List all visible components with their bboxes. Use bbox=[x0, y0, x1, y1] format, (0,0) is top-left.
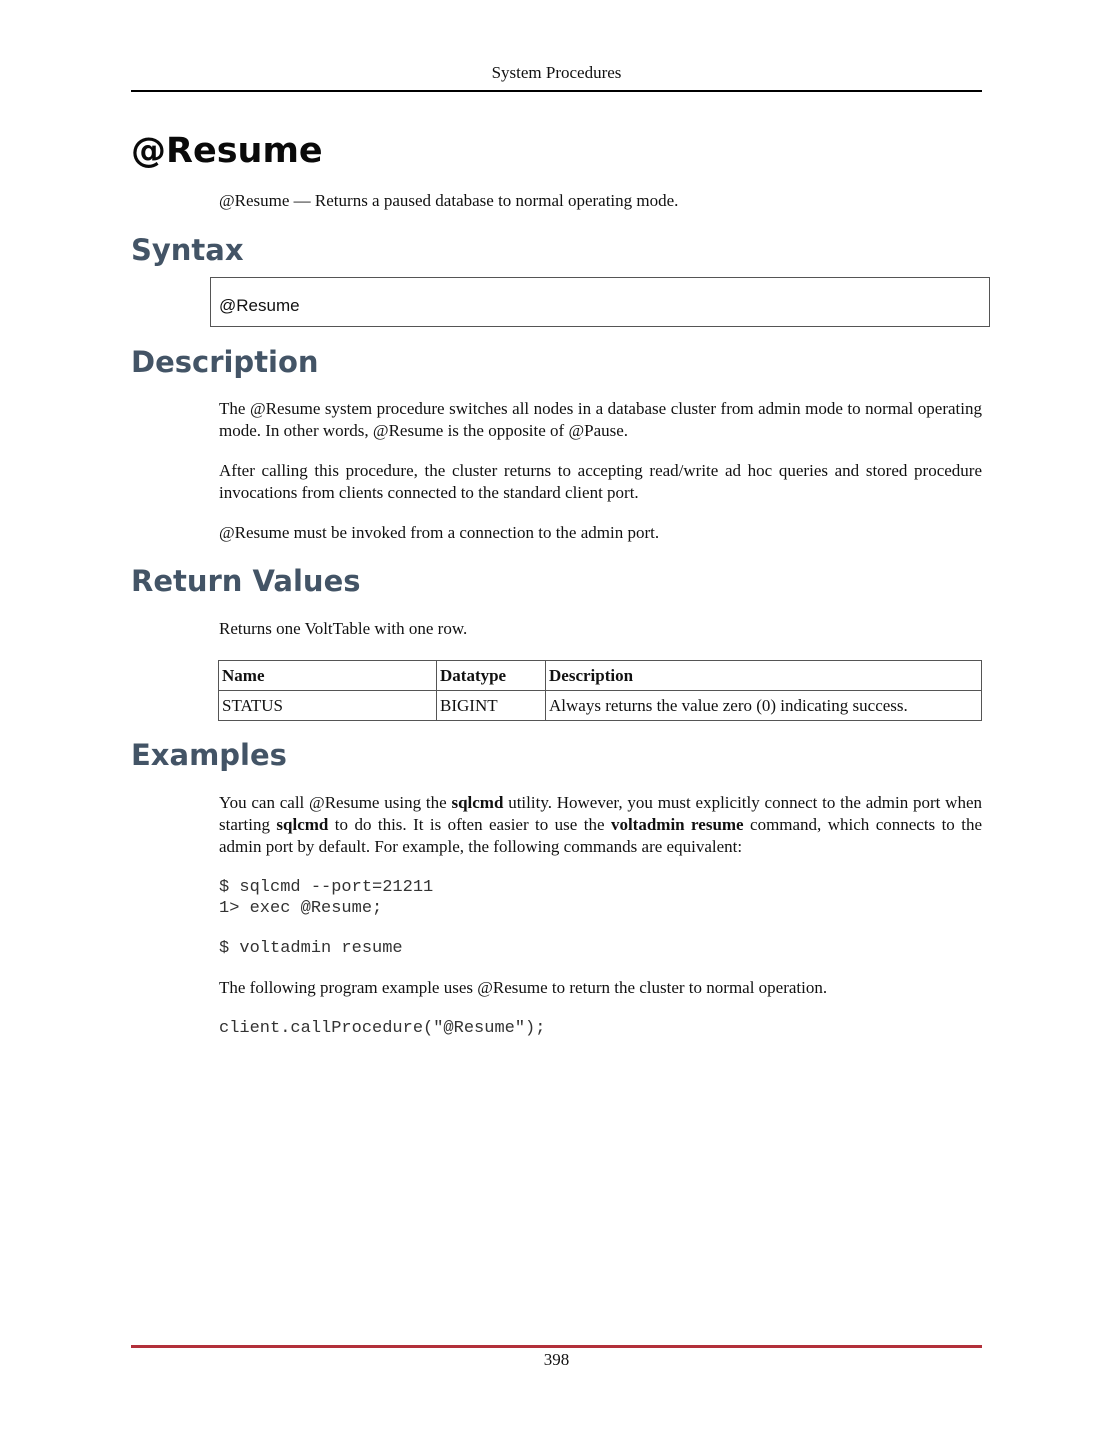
table-header-cell: Datatype bbox=[437, 661, 546, 691]
description-paragraph: After calling this procedure, the cluster returns to accepting read/write ad hoc queries and stored procedure invocations from clients connected to the standard client port. bbox=[219, 461, 982, 502]
synopsis-box bbox=[210, 277, 990, 327]
table-header-cell: Description bbox=[546, 661, 982, 691]
table-cell: Always returns the value zero (0) indicating success. bbox=[546, 691, 982, 721]
command-sqlcmd: sqlcmd bbox=[451, 793, 504, 812]
table-cell: STATUS bbox=[219, 691, 437, 721]
refpurpose: @Resume — Returns a paused database to normal operating mode. bbox=[219, 191, 679, 210]
page-title: @Resume bbox=[131, 131, 323, 171]
command-sqlcmd: sqlcmd bbox=[276, 815, 329, 834]
code-block-client: client.callProcedure("@Resume"); bbox=[219, 1019, 546, 1038]
examples-heading: Examples bbox=[131, 738, 287, 772]
examples-intro-text: command, which connects to the admin port by default. For example, the following commands are equivalent: bbox=[219, 815, 982, 856]
table-cell: BIGINT bbox=[437, 691, 546, 721]
code-block-sqlcmd bbox=[219, 877, 433, 919]
command-voltadmin-resume: voltadmin resume bbox=[610, 815, 744, 834]
synopsis-text: @Resume bbox=[219, 296, 300, 315]
description-paragraph: The @Resume system procedure switches all nodes in a database cluster from admin mode to normal operating mode. In other words, @Resume is the opposite of @Pause. bbox=[219, 399, 982, 440]
examples-intro bbox=[219, 792, 982, 858]
examples-intro-text: utility. However, you must explicitly connect to the admin port when starting bbox=[219, 793, 983, 834]
code-line: 1> exec @Resume; bbox=[219, 899, 383, 918]
table-header-row bbox=[219, 661, 982, 691]
footer-rule bbox=[131, 1345, 982, 1348]
code-line: $ sqlcmd --port=21211 bbox=[219, 878, 434, 897]
return-values-table bbox=[218, 660, 982, 721]
header-rule bbox=[131, 90, 982, 92]
table-header-cell: Name bbox=[219, 661, 437, 691]
description-paragraph: @Resume must be invoked from a connection to the admin port. bbox=[219, 523, 660, 542]
table-row bbox=[219, 691, 982, 721]
description-heading: Description bbox=[131, 345, 319, 379]
code-block-voltadmin: $ voltadmin resume bbox=[219, 939, 403, 958]
return-values-heading: Return Values bbox=[131, 564, 361, 598]
program-example-intro: The following program example uses @Resume to return the cluster to normal operation. bbox=[219, 978, 828, 997]
running-header: System Procedures bbox=[491, 63, 622, 82]
page-number: 398 bbox=[543, 1350, 570, 1369]
examples-intro-text: to do this. It is often easier to use the bbox=[328, 815, 611, 834]
syntax-heading: Syntax bbox=[131, 233, 244, 267]
return-values-intro: Returns one VoltTable with one row. bbox=[219, 619, 468, 638]
examples-intro-text: You can call @Resume using the bbox=[219, 793, 452, 812]
